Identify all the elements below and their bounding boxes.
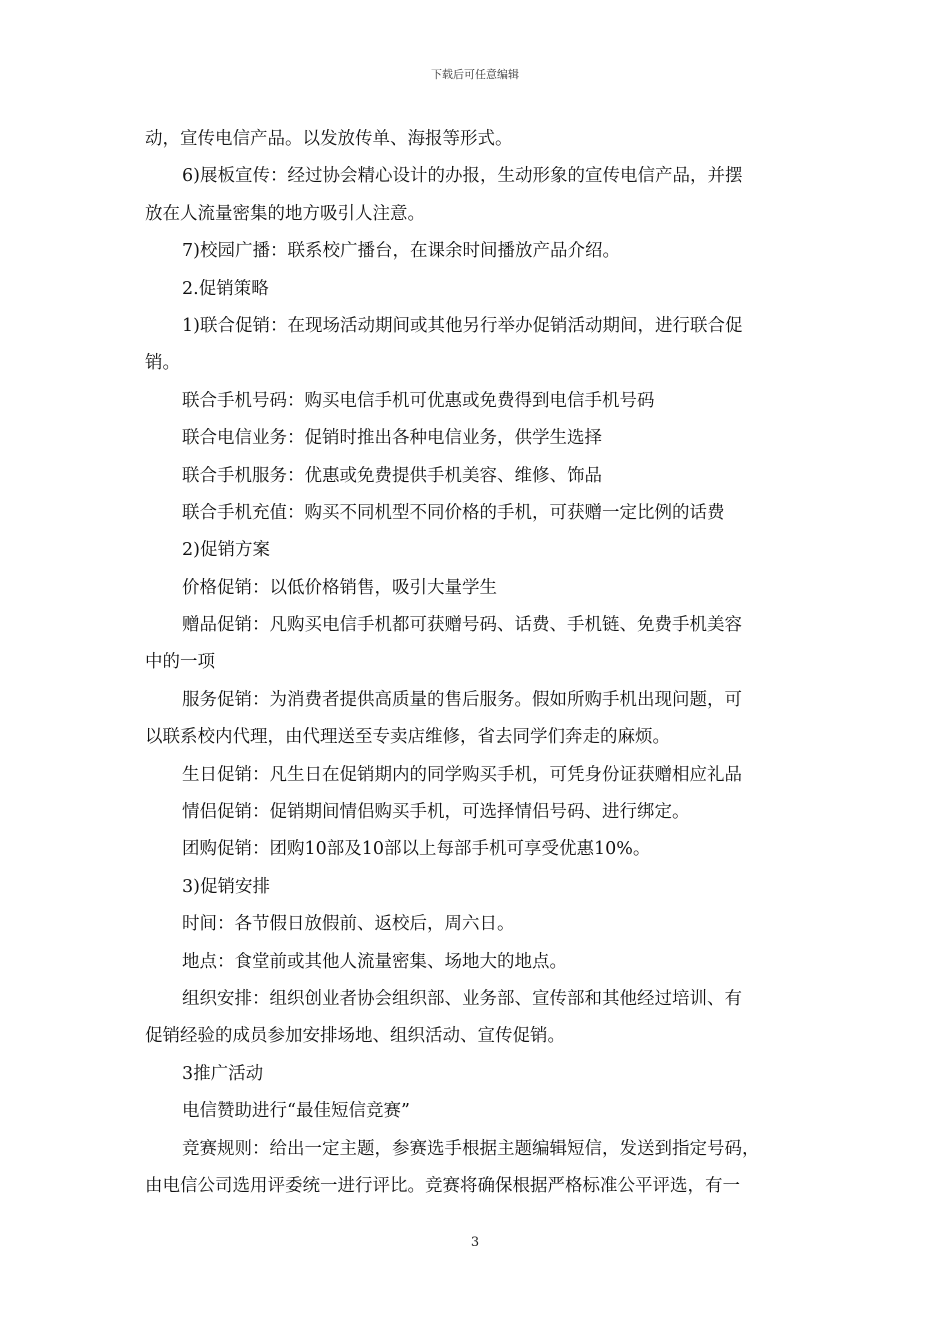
text-line: 联合手机号码：购买电信手机可优惠或免费得到电信手机号码 <box>182 390 655 411</box>
text-line: 生日促销：凡生日在促销期内的同学购买手机，可凭身份证获赠相应礼品 <box>182 764 742 785</box>
text-line: 7)校园广播：联系校广播台，在课余时间播放产品介绍。 <box>182 241 620 262</box>
page-number: 3 <box>470 1235 480 1250</box>
text-line: 时间：各节假日放假前、返校后，周六日。 <box>182 914 515 935</box>
text-line: 2.促销策略 <box>182 278 269 299</box>
text-line: 促销经验的成员参加安排场地、组织活动、宣传促销。 <box>145 1026 565 1047</box>
text-line: 销。 <box>145 353 180 374</box>
text-line: 3推广活动 <box>182 1063 264 1084</box>
text-line: 团购促销：团购10部及10部以上每部手机可享受优惠10%。 <box>182 839 651 860</box>
text-line: 2)促销方案 <box>182 540 270 561</box>
text-line: 由电信公司选用评委统一进行评比。竞赛将确保根据严格标准公平评选，有一 <box>145 1175 740 1196</box>
text-line: 6)展板宣传：经过协会精心设计的办报，生动形象的宣传电信产品，并摆 <box>182 166 743 187</box>
text-line: 服务促销：为消费者提供高质量的售后服务。假如所购手机出现问题，可 <box>182 689 742 710</box>
text-line: 联合手机充值：购买不同机型不同价格的手机，可获赠一定比例的话费 <box>182 502 725 523</box>
text-line: 价格促销：以低价格销售，吸引大量学生 <box>182 577 497 598</box>
text-line: 动，宣传电信产品。以发放传单、海报等形式。 <box>145 129 513 149</box>
text-line: 情侣促销：促销期间情侣购买手机，可选择情侣号码、进行绑定。 <box>182 802 690 823</box>
text-line: 竞赛规则：给出一定主题，参赛选手根据主题编辑短信，发送到指定号码， <box>182 1138 760 1159</box>
text-line: 赠品促销：凡购买电信手机都可获赠号码、话费、手机链、免费手机美容 <box>182 615 742 636</box>
text-line: 3)促销安排 <box>182 876 270 897</box>
text-line: 放在人流量密集的地方吸引人注意。 <box>145 203 425 224</box>
text-line: 电信赞助进行“最佳短信竞赛” <box>182 1101 410 1122</box>
text-line: 以联系校内代理，由代理送至专卖店维修，省去同学们奔走的麻烦。 <box>145 727 670 748</box>
text-line: 联合电信业务：促销时推出各种电信业务，供学生选择 <box>182 428 602 449</box>
text-line: 中的一项 <box>145 652 215 673</box>
page-header: 下载后可任意编辑 <box>431 68 519 81</box>
text-line: 联合手机服务：优惠或免费提供手机美容、维修、饰品 <box>182 465 602 486</box>
document-body <box>145 121 805 1205</box>
text-line: 地点：食堂前或其他人流量密集、场地大的地点。 <box>182 951 567 972</box>
text-line: 组织安排：组织创业者协会组织部、业务部、宣传部和其他经过培训、有 <box>182 988 742 1009</box>
text-line: 1)联合促销：在现场活动期间或其他另行举办促销活动期间，进行联合促 <box>182 315 743 336</box>
